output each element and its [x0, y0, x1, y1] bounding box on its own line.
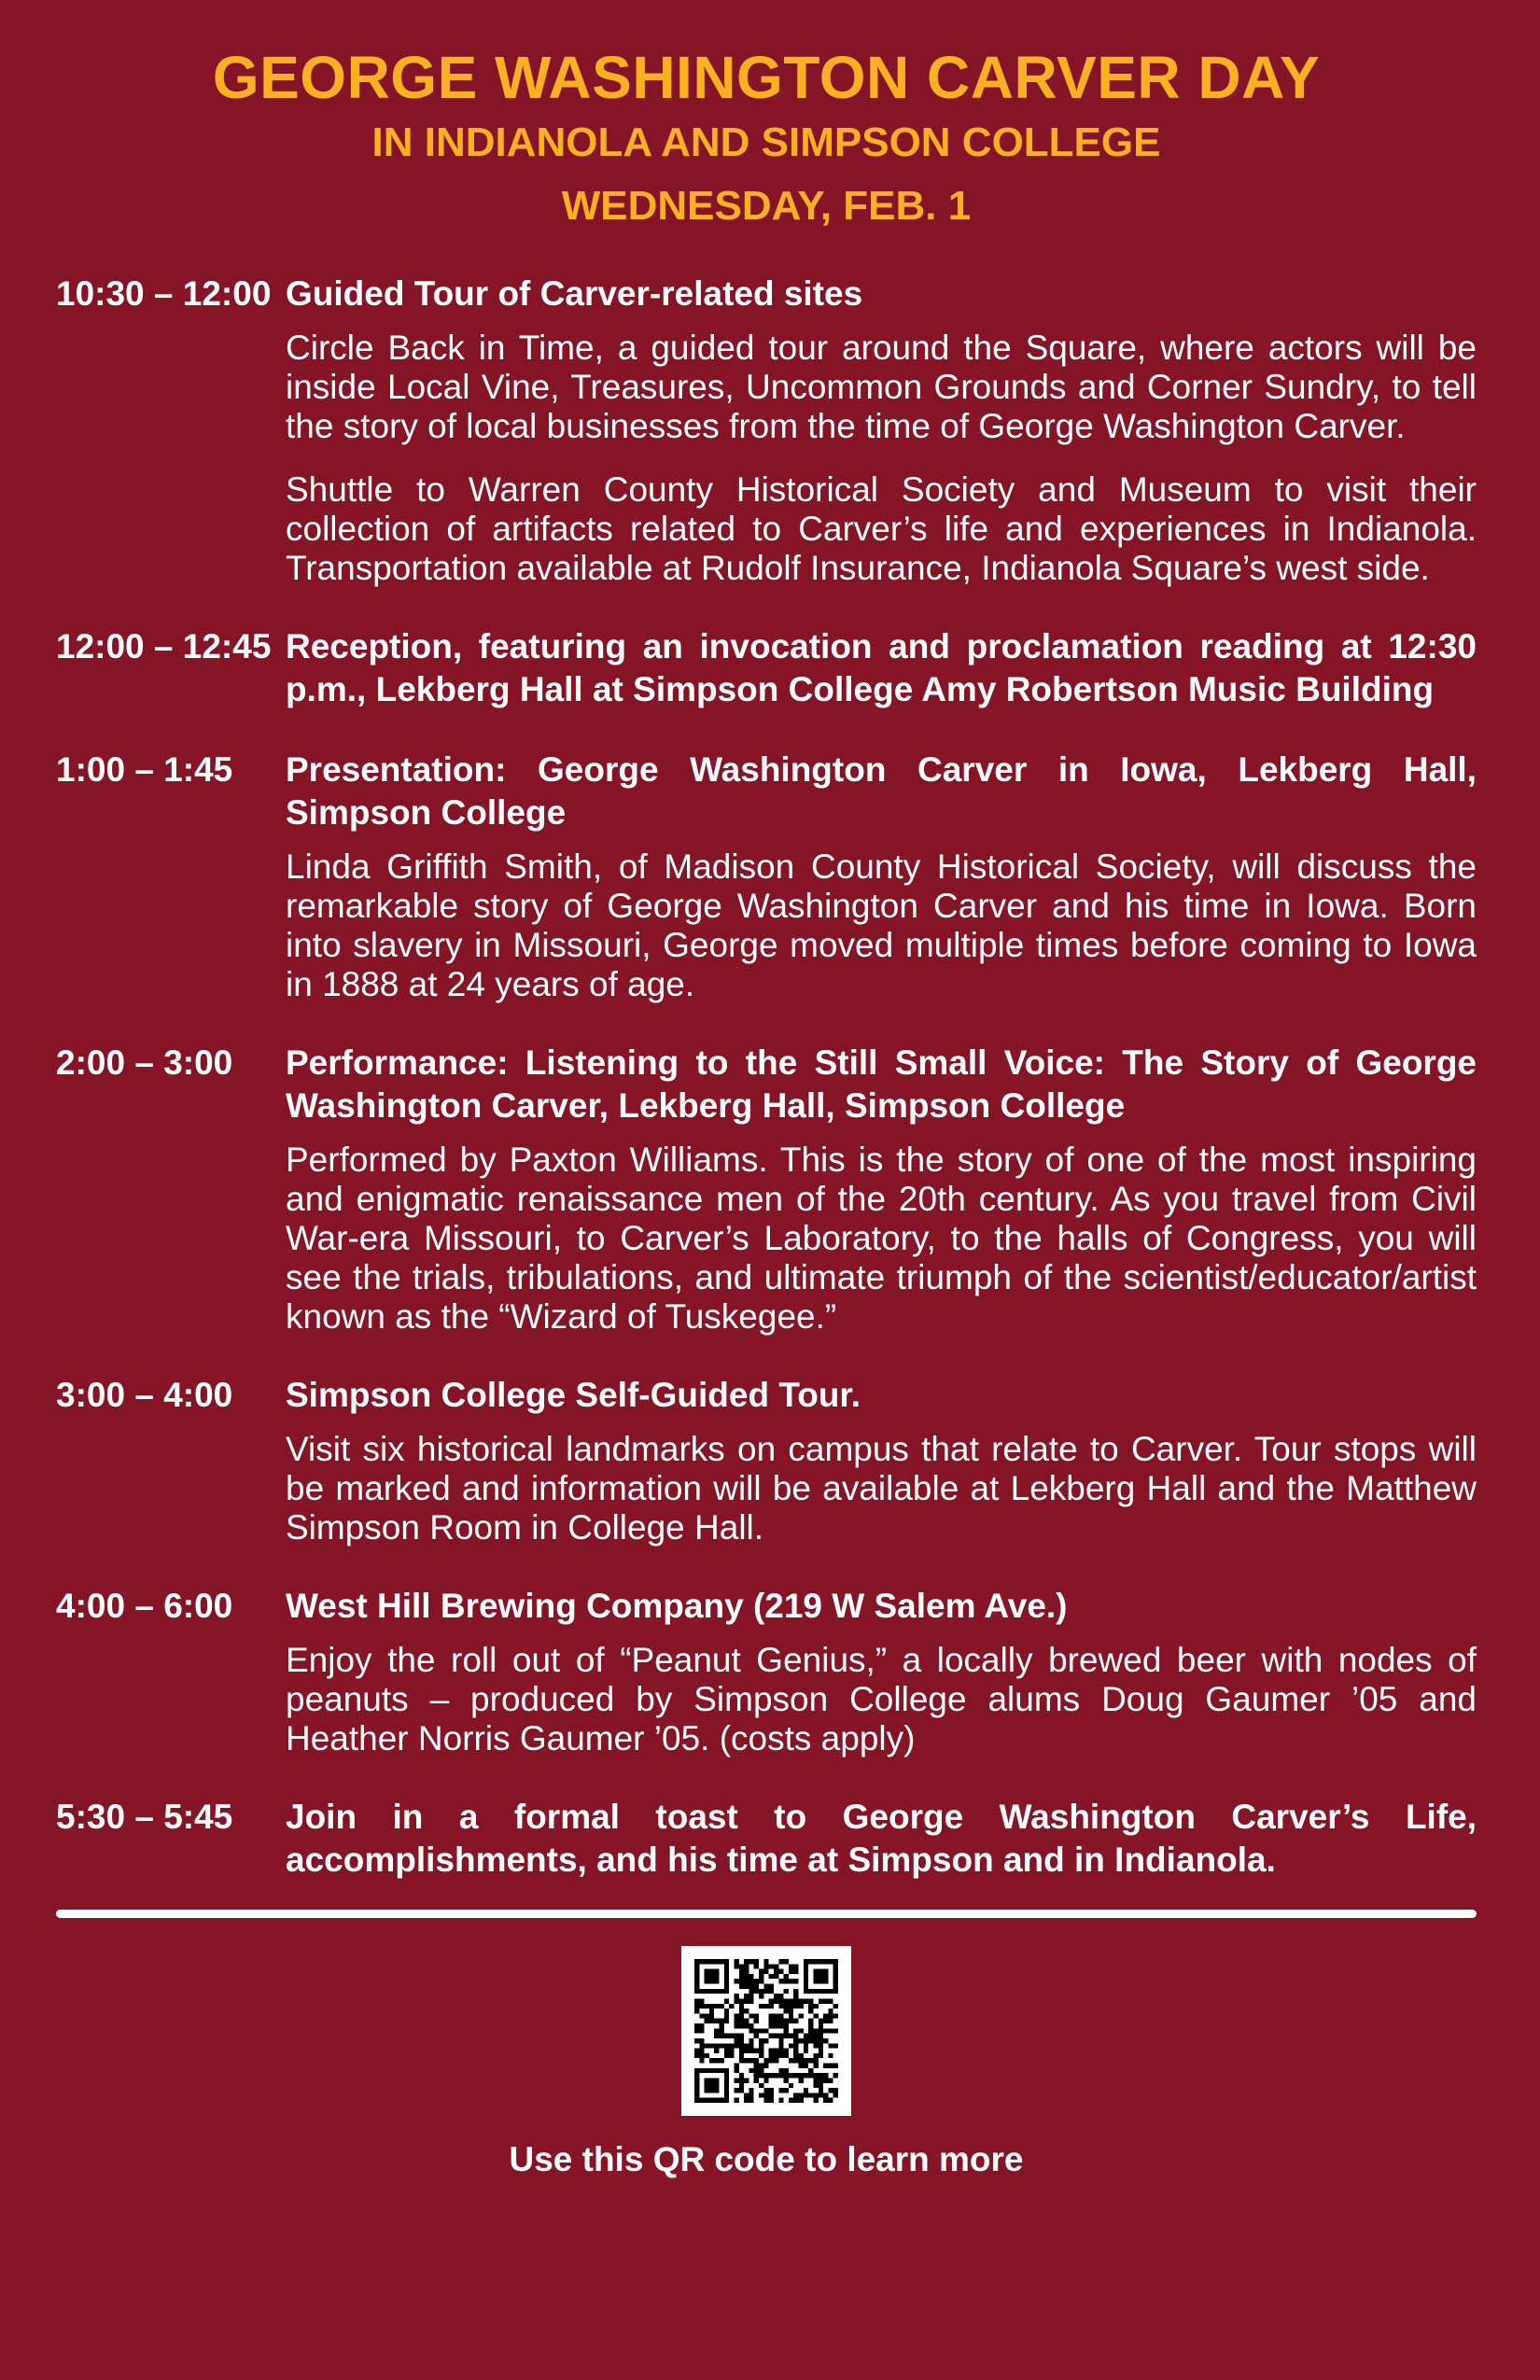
event-content — [286, 1374, 1477, 1547]
schedule-event — [56, 1796, 1477, 1882]
page-title: GEORGE WASHINGTON CARVER DAY — [212, 44, 1321, 111]
qr-code-icon[interactable] — [681, 1946, 851, 2116]
page-subtitle: IN INDIANOLA AND SIMPSON COLLEGE — [371, 119, 1161, 165]
qr-caption: Use this QR code to learn more — [509, 2140, 1024, 2178]
event-content — [286, 625, 1477, 711]
event-description: Enjoy the roll out of “Peanut Genius,” a locally brewed beer with nodes of peanuts – produced by Simpson College alums Doug Gaumer ’05 and Heather Norris Gaumer ’05. (costs apply) — [286, 1641, 1477, 1757]
event-title: Guided Tour of Carver-related sites — [286, 274, 863, 313]
event-description: Performed by Paxton Williams. This is the story of one of the most inspiring and enigmatic renaissance men of the 20th century. As you travel from Civil War-era Missouri, to Carver’s Laboratory, to the halls of Congress, you will see the trials, tribulations, and ultimate triumph of the scientist/educator/artist known as the “Wizard of Tuskegee.” — [286, 1141, 1477, 1336]
event-time: 10:30 – 12:00 — [56, 274, 272, 313]
event-title: Presentation: George Washington Carver in Iowa, Lekberg Hall, Simpson College — [286, 750, 1477, 832]
event-description: Linda Griffith Smith, of Madison County Historical Society, will discuss the remarkable story of George Washington Carver and his time in Iowa. Born into slavery in Missouri, George moved multiple times before coming to Iowa in 1888 at 24 years of age. — [286, 847, 1477, 1003]
schedule-event — [56, 1585, 1477, 1758]
event-title: Reception, featuring an invocation and proclamation reading at 12:30 p.m., Lekberg Hall at Simpson College Amy Robertson Music Building — [286, 627, 1477, 708]
schedule — [56, 273, 1477, 1882]
event-time: 12:00 – 12:45 — [56, 627, 272, 665]
event-title: West Hill Brewing Company (219 W Salem Ave.) — [286, 1587, 1068, 1625]
event-description: Shuttle to Warren County Historical Society and Museum to visit their collection of artifacts related to Carver’s life and experiences in Indianola. Transportation available at Rudolf Insurance, Indianola Square’s west side. — [286, 470, 1477, 587]
event-content — [286, 273, 1477, 588]
event-date: WEDNESDAY, FEB. 1 — [561, 183, 972, 229]
schedule-event — [56, 1374, 1477, 1547]
schedule-event — [56, 749, 1477, 1004]
event-time: 4:00 – 6:00 — [56, 1587, 233, 1625]
header — [56, 0, 1477, 233]
event-description: Circle Back in Time, a guided tour around the Square, where actors will be inside Local Vine, Treasures, Uncommon Grounds and Corner Sundry, to tell the story of local businesses from the time of George Washington Carver. — [286, 329, 1477, 445]
event-time: 1:00 – 1:45 — [56, 750, 233, 789]
event-time: 5:30 – 5:45 — [56, 1798, 233, 1836]
qr-wrap — [56, 1946, 1477, 2116]
event-title: Performance: Listening to the Still Small Voice: The Story of George Washington Carver, Lekberg Hall, Simpson College — [286, 1043, 1477, 1125]
event-content — [286, 1042, 1477, 1337]
event-time: 3:00 – 4:00 — [56, 1376, 233, 1414]
qr-code-graphic — [694, 1959, 838, 2103]
schedule-event — [56, 1042, 1477, 1337]
event-content — [286, 749, 1477, 1004]
event-title: Join in a formal toast to George Washington Carver’s Life, accomplishments, and his time at Simpson and in Indianola. — [286, 1798, 1477, 1879]
event-content — [286, 1796, 1477, 1882]
divider — [56, 1910, 1477, 1918]
event-title: Simpson College Self-Guided Tour. — [286, 1376, 861, 1414]
event-description: Visit six historical landmarks on campus that relate to Carver. Tour stops will be marked and information will be available at Lekberg Hall and the Matthew Simpson Room in College Hall. — [286, 1430, 1477, 1547]
schedule-event — [56, 273, 1477, 588]
event-content — [286, 1585, 1477, 1758]
schedule-event — [56, 625, 1477, 711]
event-time: 2:00 – 3:00 — [56, 1043, 233, 1082]
